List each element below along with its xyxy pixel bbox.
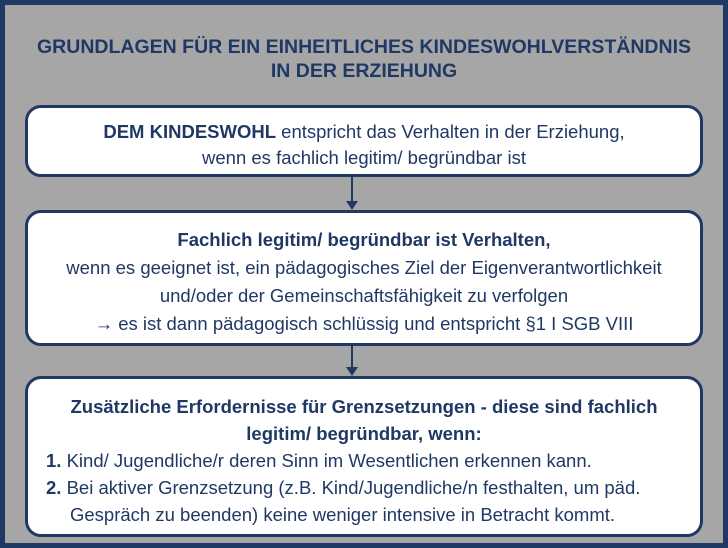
list-item-number: 2. [46,477,62,498]
box-kindeswohl [25,105,703,177]
arrow-down-1 [351,176,353,202]
box3-heading-line-1: Zusätzliche Erfordernisse für Grenzsetzungen - diese sind fachlich [70,396,658,417]
box-grenzsetzungen [25,376,703,537]
box2-line-4: → es ist dann pädagogisch schlüssig und entspricht §1 I SGB VIII [94,313,634,334]
box2-line-3: und/oder der Gemeinschaftsfähigkeit zu verfolgen [159,285,569,306]
box1-bold-term: DEM KINDESWOHL [103,121,277,142]
box2-heading: Fachlich legitim/ begründbar ist Verhalten, [177,229,551,250]
list-item [28,474,700,501]
list-item [28,447,700,474]
list-item-text: Kind/ Jugendliche/r deren Sinn im Wesentlichen erkennen kann. [61,450,592,471]
box-fachlich-legitim [25,210,703,346]
arrow-down-2 [351,345,353,368]
list-item-continuation: Gespräch zu beenden) keine weniger intensive in Betracht kommt. [70,504,616,525]
list-item-number: 1. [46,450,62,471]
diagram-title [5,35,723,83]
box2-line-2: wenn es geeignet ist, ein pädagogisches Ziel der Eigenverantwortlichkeit [66,257,662,278]
box3-heading-line-2: legitim/ begründbar, wenn: [246,423,482,444]
title-line-1: GRUNDLAGEN FÜR EIN EINHEITLICHES KINDESWOHLVERSTÄNDNIS [37,36,691,58]
box1-line-1-rest: entspricht das Verhalten in der Erziehung, [276,121,625,142]
title-line-2: IN DER ERZIEHUNG [270,60,458,82]
box1-line-2: wenn es fachlich legitim/ begründbar ist [202,147,526,168]
list-item-text: Bei aktiver Grenzsetzung (z.B. Kind/Jugendliche/n festhalten, um päd. [61,477,641,498]
box1-line-1 [28,119,700,145]
